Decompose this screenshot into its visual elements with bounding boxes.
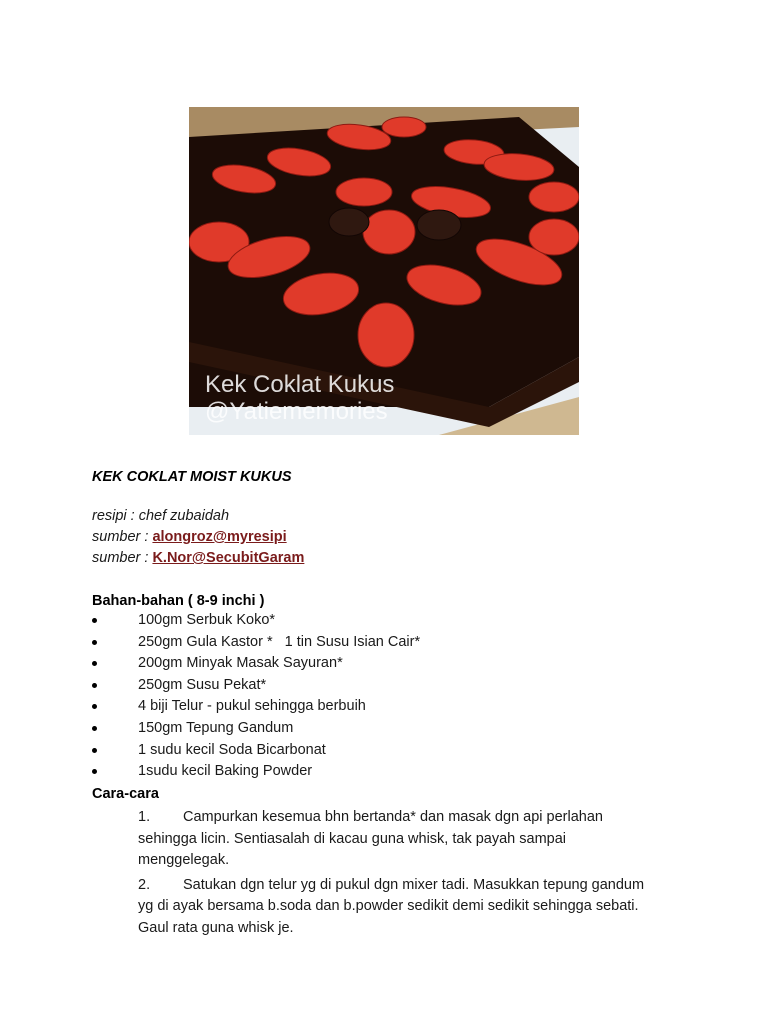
- step-number: 1.: [138, 809, 151, 825]
- method-heading: Cara-cara: [92, 786, 159, 802]
- bullet-icon: [92, 618, 97, 623]
- source-link-myresipi[interactable]: alongroz@myresipi: [152, 529, 287, 545]
- ingredients-heading: Bahan-bahan ( 8-9 inchi ): [92, 593, 265, 609]
- ingredient-text: 250gm Gula Kastor * 1 tin Susu Isian Cair*: [138, 633, 421, 650]
- source-label: sumber :: [92, 550, 153, 566]
- bullet-icon: [92, 661, 97, 666]
- ingredient-text: 150gm Tepung Gandum: [138, 719, 294, 736]
- ingredients-list: [92, 611, 692, 784]
- recipe-credit: resipi : chef zubaidah: [92, 508, 230, 524]
- bullet-icon: [92, 769, 97, 774]
- bullet-icon: [92, 704, 97, 709]
- source-line-2: [92, 550, 304, 566]
- step-text: Satukan dgn telur yg di pukul dgn mixer tadi. Masukkan tepung gandum yg di ayak bersama b.soda dan b.powder sedikit demi sedikit sehingga sebati. Gaul rata guna whisk je.: [138, 876, 645, 936]
- source-link-secubitgaram[interactable]: K.Nor@SecubitGaram: [152, 550, 305, 566]
- bullet-icon: [92, 640, 97, 645]
- ingredient-text: 200gm Minyak Masak Sayuran*: [138, 655, 343, 672]
- ingredient-text: 250gm Susu Pekat*: [138, 676, 267, 693]
- photo-watermark-line1: Kek Coklat Kukus: [205, 371, 395, 398]
- recipe-title: KEK COKLAT MOIST KUKUS: [92, 469, 292, 485]
- cake-photo: [189, 107, 579, 435]
- list-item: [92, 676, 692, 698]
- photo-watermark-line2: @Yatiememories: [205, 398, 388, 425]
- bullet-icon: [92, 726, 97, 731]
- method-steps: [138, 807, 658, 943]
- list-item: [92, 654, 692, 676]
- list-item: [92, 633, 692, 655]
- step-text: Campurkan kesemua bhn bertanda* dan masak dgn api perlahan sehingga licin. Sentiasalah di kacau guna whisk, tak payah sampai menggelegak.: [138, 809, 603, 869]
- ingredient-text: 1 sudu kecil Soda Bicarbonat: [138, 741, 326, 758]
- list-item: [138, 875, 658, 940]
- list-item: [92, 762, 692, 784]
- list-item: [92, 697, 692, 719]
- ingredient-text: 100gm Serbuk Koko*: [138, 612, 276, 628]
- ingredient-text: 1sudu kecil Baking Powder: [138, 763, 313, 780]
- source-line-1: [92, 529, 287, 545]
- list-item: [92, 741, 692, 763]
- ingredient-text: 4 biji Telur - pukul sehingga berbuih: [138, 698, 366, 715]
- list-item: [92, 719, 692, 741]
- list-item: [138, 807, 658, 872]
- step-number: 2.: [138, 876, 151, 893]
- bullet-icon: [92, 748, 97, 753]
- bullet-icon: [92, 683, 97, 688]
- list-item: [92, 611, 692, 633]
- cake-photo-illustration: [189, 107, 579, 435]
- source-label: sumber :: [92, 529, 153, 545]
